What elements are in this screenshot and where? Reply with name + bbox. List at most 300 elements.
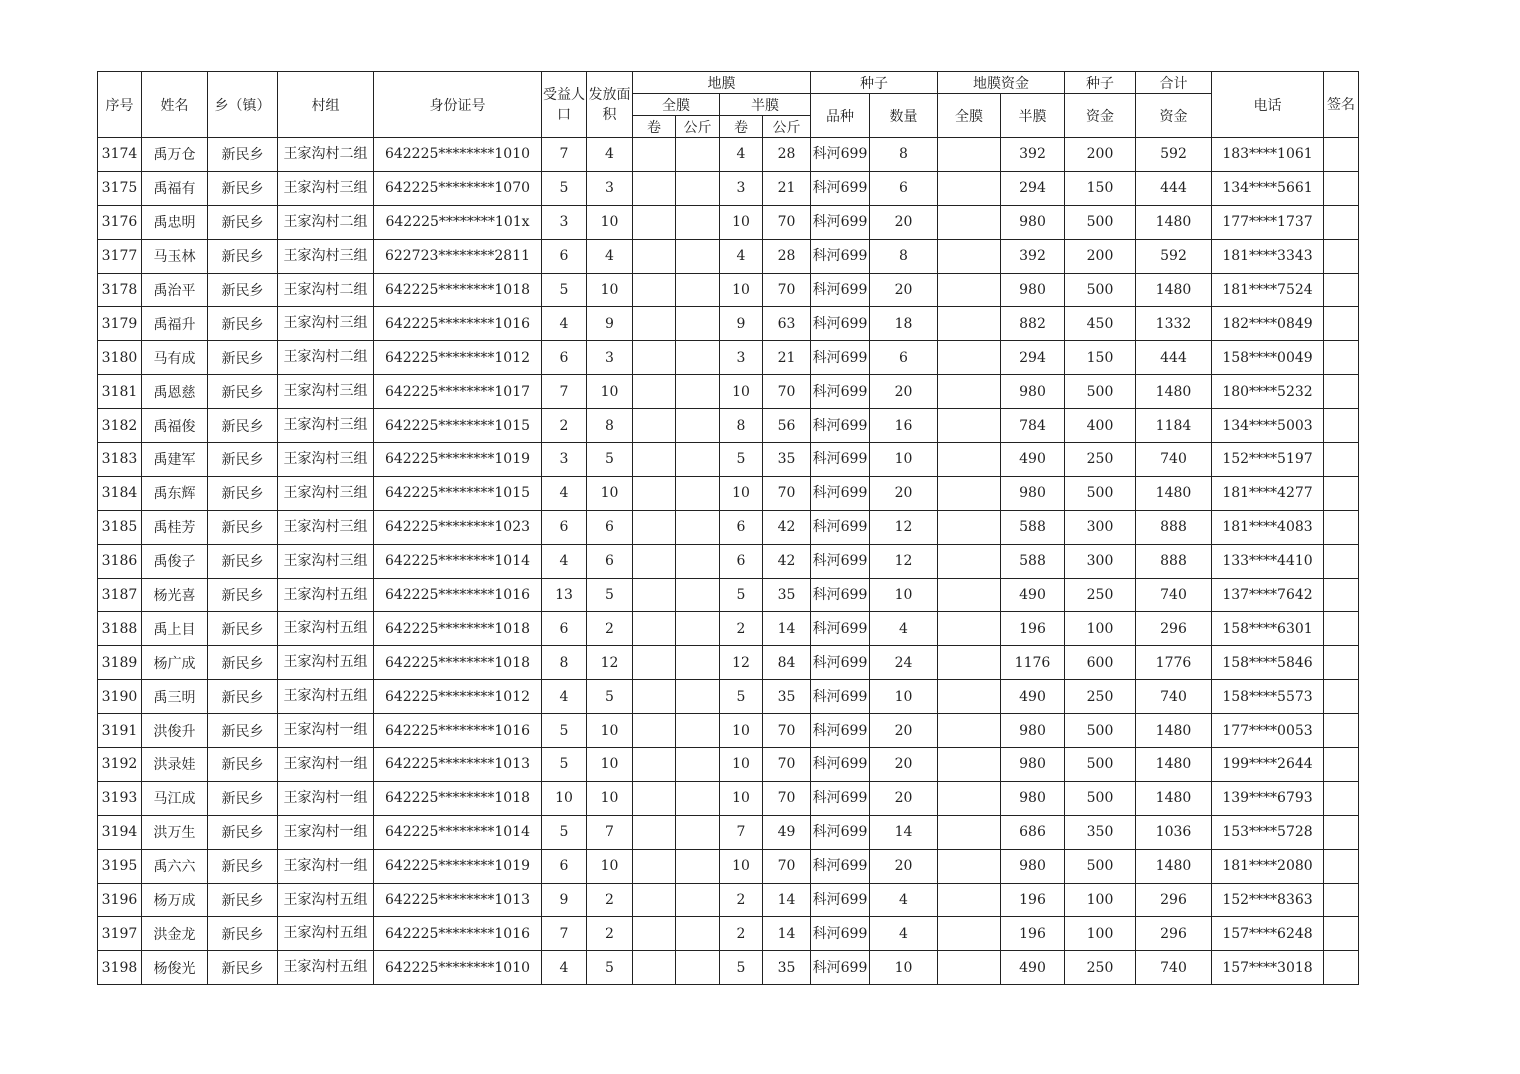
cell-half-kg: 14: [763, 612, 811, 646]
cell-seq: 3198: [98, 951, 142, 985]
cell-funds-half: 980: [1001, 849, 1065, 883]
cell-total: 888: [1136, 510, 1212, 544]
cell-pop: 6: [542, 239, 587, 273]
cell-phone: 152****5197: [1212, 443, 1324, 477]
cell-total: 1480: [1136, 375, 1212, 409]
cell-sign: [1324, 815, 1359, 849]
cell-half-kg: 84: [763, 646, 811, 680]
cell-town: 新民乡: [208, 951, 278, 985]
cell-total: 1332: [1136, 307, 1212, 341]
cell-funds-half: 980: [1001, 781, 1065, 815]
cell-town: 新民乡: [208, 138, 278, 172]
cell-phone: 199****2644: [1212, 748, 1324, 782]
cell-seq: 3197: [98, 917, 142, 951]
cell-funds-half: 196: [1001, 917, 1065, 951]
cell-funds-full: [938, 815, 1001, 849]
cell-area: 10: [587, 273, 633, 307]
cell-half-roll: 12: [720, 646, 763, 680]
cell-variety: 科河699: [811, 781, 870, 815]
header-film: 地膜: [633, 72, 811, 94]
cell-town: 新民乡: [208, 646, 278, 680]
cell-half-kg: 42: [763, 510, 811, 544]
cell-funds-half: 196: [1001, 612, 1065, 646]
cell-sign: [1324, 781, 1359, 815]
cell-seq: 3175: [98, 171, 142, 205]
table-body: [98, 138, 1359, 985]
cell-id: 642225********1014: [374, 815, 542, 849]
cell-total: 1480: [1136, 273, 1212, 307]
cell-pop: 4: [542, 951, 587, 985]
cell-village: 王家沟村五组: [278, 883, 374, 917]
cell-seed-funds: 250: [1065, 578, 1136, 612]
cell-town: 新民乡: [208, 239, 278, 273]
cell-half-roll: 6: [720, 544, 763, 578]
table-row: [98, 409, 1359, 443]
table-row: [98, 883, 1359, 917]
cell-name: 杨万成: [142, 883, 208, 917]
cell-qty: 20: [870, 714, 938, 748]
cell-full-roll: [633, 273, 676, 307]
cell-qty: 8: [870, 239, 938, 273]
cell-area: 3: [587, 171, 633, 205]
cell-town: 新民乡: [208, 205, 278, 239]
cell-seed-funds: 500: [1065, 375, 1136, 409]
cell-village: 王家沟村三组: [278, 476, 374, 510]
cell-qty: 6: [870, 171, 938, 205]
cell-qty: 14: [870, 815, 938, 849]
cell-full-kg: [676, 375, 720, 409]
cell-qty: 18: [870, 307, 938, 341]
cell-seed-funds: 150: [1065, 341, 1136, 375]
cell-variety: 科河699: [811, 815, 870, 849]
header-name: 姓名: [142, 72, 208, 138]
cell-area: 6: [587, 510, 633, 544]
cell-town: 新民乡: [208, 375, 278, 409]
cell-half-roll: 5: [720, 951, 763, 985]
header-full-roll: 卷: [633, 116, 676, 138]
cell-area: 6: [587, 544, 633, 578]
cell-town: 新民乡: [208, 578, 278, 612]
cell-seed-funds: 100: [1065, 883, 1136, 917]
cell-full-roll: [633, 646, 676, 680]
table-row: [98, 781, 1359, 815]
cell-pop: 4: [542, 307, 587, 341]
cell-town: 新民乡: [208, 883, 278, 917]
cell-half-roll: 10: [720, 205, 763, 239]
cell-full-kg: [676, 239, 720, 273]
cell-total: 444: [1136, 341, 1212, 375]
cell-half-roll: 2: [720, 612, 763, 646]
cell-name: 禹俊子: [142, 544, 208, 578]
table-row: [98, 273, 1359, 307]
cell-phone: 133****4410: [1212, 544, 1324, 578]
cell-half-kg: 35: [763, 680, 811, 714]
cell-total: 1184: [1136, 409, 1212, 443]
cell-variety: 科河699: [811, 883, 870, 917]
cell-area: 5: [587, 443, 633, 477]
cell-sign: [1324, 578, 1359, 612]
cell-funds-full: [938, 205, 1001, 239]
cell-total: 1036: [1136, 815, 1212, 849]
cell-pop: 5: [542, 714, 587, 748]
cell-name: 禹福俊: [142, 409, 208, 443]
cell-sign: [1324, 951, 1359, 985]
cell-pop: 4: [542, 476, 587, 510]
cell-total: 740: [1136, 578, 1212, 612]
cell-qty: 10: [870, 951, 938, 985]
cell-variety: 科河699: [811, 578, 870, 612]
cell-half-roll: 10: [720, 849, 763, 883]
cell-area: 3: [587, 341, 633, 375]
cell-variety: 科河699: [811, 138, 870, 172]
cell-funds-full: [938, 341, 1001, 375]
cell-full-roll: [633, 748, 676, 782]
cell-half-kg: 70: [763, 849, 811, 883]
cell-funds-full: [938, 375, 1001, 409]
cell-variety: 科河699: [811, 341, 870, 375]
cell-variety: 科河699: [811, 544, 870, 578]
cell-town: 新民乡: [208, 307, 278, 341]
cell-full-kg: [676, 680, 720, 714]
cell-name: 禹治平: [142, 273, 208, 307]
cell-total: 592: [1136, 239, 1212, 273]
cell-town: 新民乡: [208, 171, 278, 205]
cell-full-roll: [633, 714, 676, 748]
cell-phone: 158****5573: [1212, 680, 1324, 714]
cell-seq: 3177: [98, 239, 142, 273]
cell-town: 新民乡: [208, 781, 278, 815]
cell-half-kg: 70: [763, 273, 811, 307]
cell-id: 642225********1010: [374, 138, 542, 172]
cell-pop: 6: [542, 510, 587, 544]
cell-half-kg: 21: [763, 341, 811, 375]
cell-seq: 3191: [98, 714, 142, 748]
cell-funds-half: 490: [1001, 578, 1065, 612]
cell-pop: 7: [542, 375, 587, 409]
cell-seq: 3183: [98, 443, 142, 477]
cell-full-roll: [633, 443, 676, 477]
cell-phone: 137****7642: [1212, 578, 1324, 612]
cell-variety: 科河699: [811, 646, 870, 680]
cell-qty: 16: [870, 409, 938, 443]
cell-village: 王家沟村五组: [278, 578, 374, 612]
cell-funds-full: [938, 714, 1001, 748]
cell-id: 642225********1010: [374, 951, 542, 985]
cell-full-kg: [676, 646, 720, 680]
cell-half-kg: 70: [763, 781, 811, 815]
cell-id: 642225********1018: [374, 273, 542, 307]
cell-area: 10: [587, 375, 633, 409]
cell-half-roll: 3: [720, 341, 763, 375]
cell-full-kg: [676, 849, 720, 883]
cell-name: 洪俊升: [142, 714, 208, 748]
cell-sign: [1324, 612, 1359, 646]
cell-seed-funds: 200: [1065, 239, 1136, 273]
cell-total: 592: [1136, 138, 1212, 172]
cell-funds-half: 686: [1001, 815, 1065, 849]
cell-seed-funds: 600: [1065, 646, 1136, 680]
cell-seq: 3195: [98, 849, 142, 883]
cell-id: 642225********1017: [374, 375, 542, 409]
cell-full-kg: [676, 578, 720, 612]
cell-full-roll: [633, 307, 676, 341]
cell-pop: 3: [542, 205, 587, 239]
cell-full-kg: [676, 781, 720, 815]
cell-town: 新民乡: [208, 510, 278, 544]
cell-seed-funds: 500: [1065, 849, 1136, 883]
cell-name: 禹恩慈: [142, 375, 208, 409]
cell-half-kg: 14: [763, 883, 811, 917]
cell-qty: 20: [870, 748, 938, 782]
cell-village: 王家沟村三组: [278, 409, 374, 443]
cell-half-kg: 70: [763, 748, 811, 782]
header-total-top: 合计: [1136, 72, 1212, 94]
cell-pop: 6: [542, 341, 587, 375]
cell-funds-half: 784: [1001, 409, 1065, 443]
cell-variety: 科河699: [811, 307, 870, 341]
cell-funds-half: 980: [1001, 714, 1065, 748]
cell-seq: 3186: [98, 544, 142, 578]
cell-seq: 3184: [98, 476, 142, 510]
cell-village: 王家沟村三组: [278, 171, 374, 205]
header-town: 乡（镇）: [208, 72, 278, 138]
cell-phone: 134****5003: [1212, 409, 1324, 443]
cell-phone: 158****0049: [1212, 341, 1324, 375]
cell-name: 马江成: [142, 781, 208, 815]
cell-id: 642225********1018: [374, 646, 542, 680]
cell-seed-funds: 400: [1065, 409, 1136, 443]
cell-half-roll: 3: [720, 171, 763, 205]
cell-area: 4: [587, 138, 633, 172]
cell-variety: 科河699: [811, 510, 870, 544]
cell-funds-half: 1176: [1001, 646, 1065, 680]
table-row: [98, 951, 1359, 985]
cell-area: 12: [587, 646, 633, 680]
cell-qty: 10: [870, 680, 938, 714]
cell-name: 禹忠明: [142, 205, 208, 239]
cell-sign: [1324, 510, 1359, 544]
cell-full-kg: [676, 307, 720, 341]
cell-area: 10: [587, 849, 633, 883]
cell-village: 王家沟村三组: [278, 239, 374, 273]
cell-seq: 3189: [98, 646, 142, 680]
cell-funds-half: 294: [1001, 171, 1065, 205]
cell-full-roll: [633, 680, 676, 714]
cell-sign: [1324, 307, 1359, 341]
cell-name: 杨光喜: [142, 578, 208, 612]
cell-phone: 180****5232: [1212, 375, 1324, 409]
cell-area: 5: [587, 578, 633, 612]
cell-seq: 3180: [98, 341, 142, 375]
cell-qty: 20: [870, 476, 938, 510]
cell-funds-half: 980: [1001, 476, 1065, 510]
cell-half-roll: 6: [720, 510, 763, 544]
cell-funds-full: [938, 171, 1001, 205]
header-area: 发放面积: [587, 72, 633, 138]
cell-village: 王家沟村一组: [278, 815, 374, 849]
cell-seed-funds: 250: [1065, 680, 1136, 714]
cell-sign: [1324, 544, 1359, 578]
cell-id: 642225********1018: [374, 781, 542, 815]
cell-id: 642225********1070: [374, 171, 542, 205]
cell-area: 4: [587, 239, 633, 273]
cell-full-roll: [633, 138, 676, 172]
cell-funds-half: 196: [1001, 883, 1065, 917]
header-seq: 序号: [98, 72, 142, 138]
cell-qty: 20: [870, 273, 938, 307]
cell-full-roll: [633, 375, 676, 409]
cell-area: 10: [587, 781, 633, 815]
cell-half-roll: 8: [720, 409, 763, 443]
cell-seq: 3187: [98, 578, 142, 612]
header-qty: 数量: [870, 94, 938, 138]
cell-seed-funds: 300: [1065, 544, 1136, 578]
cell-total: 296: [1136, 883, 1212, 917]
cell-village: 王家沟村二组: [278, 341, 374, 375]
cell-pop: 9: [542, 883, 587, 917]
cell-phone: 182****0849: [1212, 307, 1324, 341]
cell-sign: [1324, 680, 1359, 714]
cell-village: 王家沟村二组: [278, 138, 374, 172]
cell-sign: [1324, 917, 1359, 951]
cell-town: 新民乡: [208, 714, 278, 748]
cell-half-kg: 35: [763, 578, 811, 612]
cell-variety: 科河699: [811, 951, 870, 985]
cell-funds-half: 980: [1001, 273, 1065, 307]
table-row: [98, 849, 1359, 883]
cell-area: 2: [587, 612, 633, 646]
cell-full-kg: [676, 443, 720, 477]
cell-full-kg: [676, 205, 720, 239]
cell-qty: 4: [870, 883, 938, 917]
cell-seed-funds: 500: [1065, 273, 1136, 307]
cell-total: 444: [1136, 171, 1212, 205]
cell-name: 禹福升: [142, 307, 208, 341]
cell-full-kg: [676, 171, 720, 205]
cell-half-roll: 5: [720, 443, 763, 477]
cell-seq: 3190: [98, 680, 142, 714]
cell-area: 10: [587, 205, 633, 239]
cell-seed-funds: 300: [1065, 510, 1136, 544]
cell-half-kg: 14: [763, 917, 811, 951]
cell-village: 王家沟村五组: [278, 680, 374, 714]
cell-full-kg: [676, 714, 720, 748]
cell-phone: 181****4277: [1212, 476, 1324, 510]
cell-seed-funds: 500: [1065, 714, 1136, 748]
table-row: [98, 748, 1359, 782]
cell-pop: 3: [542, 443, 587, 477]
cell-phone: 181****4083: [1212, 510, 1324, 544]
cell-village: 王家沟村五组: [278, 917, 374, 951]
cell-seed-funds: 500: [1065, 781, 1136, 815]
cell-funds-full: [938, 409, 1001, 443]
cell-funds-full: [938, 443, 1001, 477]
cell-funds-full: [938, 781, 1001, 815]
cell-village: 王家沟村三组: [278, 307, 374, 341]
cell-variety: 科河699: [811, 171, 870, 205]
header-variety: 品种: [811, 94, 870, 138]
table-row: [98, 510, 1359, 544]
cell-village: 王家沟村五组: [278, 646, 374, 680]
cell-phone: 181****7524: [1212, 273, 1324, 307]
cell-variety: 科河699: [811, 409, 870, 443]
cell-seed-funds: 100: [1065, 612, 1136, 646]
cell-half-kg: 49: [763, 815, 811, 849]
cell-pop: 5: [542, 815, 587, 849]
cell-half-kg: 21: [763, 171, 811, 205]
cell-sign: [1324, 375, 1359, 409]
cell-half-roll: 5: [720, 680, 763, 714]
cell-half-kg: 70: [763, 205, 811, 239]
cell-half-roll: 5: [720, 578, 763, 612]
cell-qty: 20: [870, 375, 938, 409]
cell-funds-half: 490: [1001, 951, 1065, 985]
cell-seed-funds: 450: [1065, 307, 1136, 341]
cell-funds-full: [938, 273, 1001, 307]
cell-area: 5: [587, 680, 633, 714]
cell-total: 296: [1136, 612, 1212, 646]
header-seed-funds: 资金: [1065, 94, 1136, 138]
cell-seq: 3182: [98, 409, 142, 443]
header-funds-half: 半膜: [1001, 94, 1065, 138]
header-film-funds: 地膜资金: [938, 72, 1065, 94]
cell-pop: 8: [542, 646, 587, 680]
cell-seq: 3178: [98, 273, 142, 307]
cell-full-roll: [633, 205, 676, 239]
cell-half-kg: 35: [763, 443, 811, 477]
cell-village: 王家沟村五组: [278, 951, 374, 985]
cell-seed-funds: 200: [1065, 138, 1136, 172]
cell-area: 7: [587, 815, 633, 849]
table-row: [98, 612, 1359, 646]
table-row: [98, 714, 1359, 748]
cell-total: 1480: [1136, 714, 1212, 748]
cell-seq: 3185: [98, 510, 142, 544]
table-row: [98, 205, 1359, 239]
cell-funds-half: 392: [1001, 239, 1065, 273]
cell-sign: [1324, 239, 1359, 273]
cell-id: 642225********1013: [374, 748, 542, 782]
cell-village: 王家沟村二组: [278, 205, 374, 239]
cell-town: 新民乡: [208, 680, 278, 714]
cell-pop: 10: [542, 781, 587, 815]
cell-name: 禹桂芳: [142, 510, 208, 544]
header-village: 村组: [278, 72, 374, 138]
cell-funds-full: [938, 646, 1001, 680]
header-sign: 签名: [1324, 72, 1359, 138]
cell-full-kg: [676, 341, 720, 375]
cell-total: 1776: [1136, 646, 1212, 680]
cell-funds-full: [938, 883, 1001, 917]
cell-full-roll: [633, 917, 676, 951]
cell-total: 1480: [1136, 781, 1212, 815]
cell-variety: 科河699: [811, 476, 870, 510]
cell-total: 740: [1136, 951, 1212, 985]
cell-full-kg: [676, 476, 720, 510]
cell-sign: [1324, 273, 1359, 307]
cell-town: 新民乡: [208, 849, 278, 883]
cell-full-roll: [633, 781, 676, 815]
cell-pop: 5: [542, 748, 587, 782]
cell-area: 10: [587, 714, 633, 748]
cell-seed-funds: 250: [1065, 443, 1136, 477]
cell-sign: [1324, 443, 1359, 477]
cell-variety: 科河699: [811, 748, 870, 782]
header-total-funds: 资金: [1136, 94, 1212, 138]
cell-id: 642225********1019: [374, 443, 542, 477]
cell-half-kg: 28: [763, 239, 811, 273]
table-row: [98, 476, 1359, 510]
